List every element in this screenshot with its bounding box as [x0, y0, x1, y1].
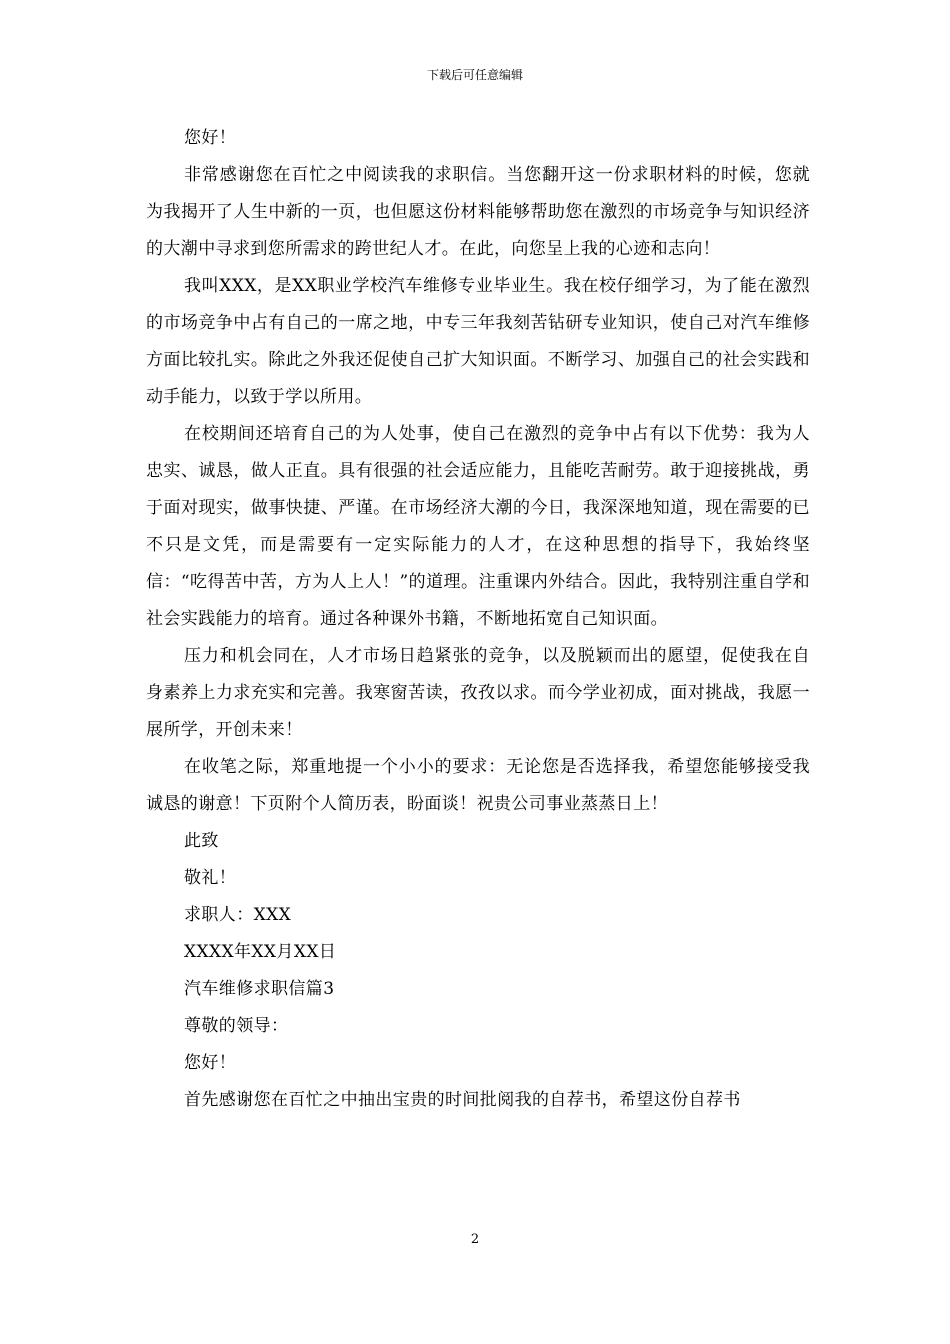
page-number: 2	[470, 1232, 480, 1247]
addressee: 尊敬的领导：	[184, 1016, 289, 1036]
letter-date: XXXX年XX月XX日	[184, 942, 337, 962]
paragraph-strengths: 在校期间还培育自己的为人处事，使自己在激烈的竞争中占有以下优势：我为人忠实、诚恳，做人正直。具有很强的社会适应能力，且能吃苦耐劳。敢于迎接挑战，勇于面对现实，做事快捷、严谨。在市场经济大潮的今日，我深深地知道，现在需要的已不只是文凭，而是需要有一定实际能力的人才，在这种思想的指导下，我始终坚信：“吃得苦中苦，方为人上人！”的道理。注重课内外结合。因此，我特别注重自学和社会实践能力的培育。通过各种课外书籍，不断地拓宽自己知识面。	[146, 424, 810, 629]
page-header: 下载后可任意编辑	[426, 68, 523, 82]
paragraph-aspiration: 压力和机会同在，人才市场日趋紧张的竞争，以及脱颖而出的愿望，促使我在自身素养上力求充实和完善。我寒窗苦读，孜孜以求。而今学业初成，面对挑战，我愿一展所学，开创未来！	[146, 646, 810, 740]
applicant-signature: 求职人：XXX	[184, 905, 292, 925]
salutation-cizhi: 此致	[184, 831, 219, 851]
greeting: 您好！	[184, 128, 237, 148]
paragraph-self-intro: 我叫XXX，是XX职业学校汽车维修专业毕业生。我在校仔细学习，为了能在激烈的市场竞争中占有自己的一席之地，中专三年我刻苦钻研专业知识，使自己对汽车维修方面比较扎实。除此之外我还促使自己扩大知识面。不断学习、加强自己的社会实践和动手能力，以致于学以所用。	[146, 276, 810, 407]
salutation-jingli: 敬礼！	[184, 868, 237, 888]
section-title: 汽车维修求职信篇3	[184, 979, 335, 999]
paragraph-intro: 非常感谢您在百忙之中阅读我的求职信。当您翻开这一份求职材料的时候，您就为我揭开了人生中新的一页，也但愿这份材料能够帮助您在激烈的市场竞争与知识经济的大潮中寻求到您所需求的跨世纪人才。在此，向您呈上我的心迹和志向！	[146, 165, 810, 259]
greeting-2: 您好！	[184, 1053, 237, 1073]
paragraph-opening-2: 首先感谢您在百忙之中抽出宝贵的时间批阅我的自荐书，希望这份自荐书	[184, 1090, 741, 1110]
letter-body	[146, 120, 810, 1119]
paragraph-closing: 在收笔之际，郑重地提一个小小的要求：无论您是否选择我，希望您能够接受我诚恳的谢意！下页附个人简历表，盼面谈！祝贵公司事业蒸蒸日上！	[146, 757, 810, 814]
